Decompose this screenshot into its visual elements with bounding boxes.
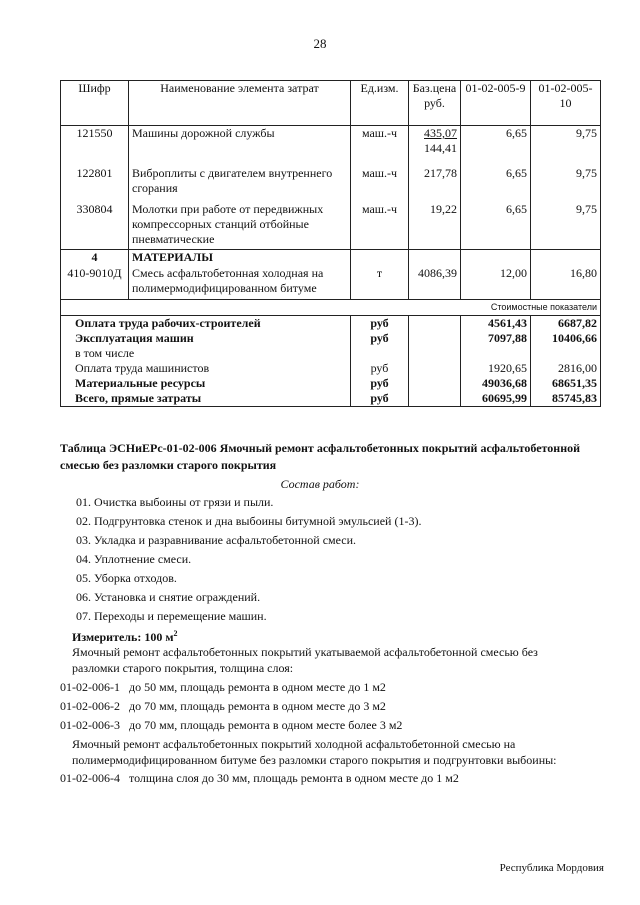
header-unit: Ед.изм. <box>351 81 409 126</box>
row-value-9: 6,65 <box>461 202 531 250</box>
section-heading: Таблица ЭСНиЕРс-01-02-006 Ямочный ремонт асфальтобетонных покрытий асфальтобетонной смесью без разломки старого покрытия <box>60 441 581 472</box>
summary-unit: руб <box>351 316 409 332</box>
summary-value-9: 60695,99 <box>461 391 531 407</box>
description-line: Ямочный ремонт асфальтобетонных покрытий холодной асфальтобетонной смесью на <box>72 737 516 751</box>
work-item: 04. Уплотнение смеси. <box>76 552 192 566</box>
row-value-9: 6,65 <box>461 126 531 166</box>
variant-text: до 50 мм, площадь ремонта в одном месте до 1 м2 <box>129 680 386 694</box>
summary-value-10: 6687,82 <box>531 316 601 332</box>
summary-label: Оплата труда машинистов <box>61 361 351 376</box>
row-code: 410-9010Д <box>61 266 129 300</box>
empty-cell <box>461 250 531 266</box>
summary-value-9: 49036,68 <box>461 376 531 391</box>
empty-cell <box>351 250 409 266</box>
summary-label: Материальные ресурсы <box>61 376 351 391</box>
header-name: Наименование элемента затрат <box>129 81 351 126</box>
row-name: Молотки при работе от передвижных компрессорных станций отбойные пневматические <box>129 202 351 250</box>
row-price <box>409 126 461 166</box>
summary-unit: руб <box>351 376 409 391</box>
row-price: 4086,39 <box>409 266 461 300</box>
empty-cell <box>409 250 461 266</box>
variant-text: толщина слоя до 30 мм, площадь ремонта в одном месте до 1 м2 <box>129 771 459 785</box>
empty-cell <box>409 331 461 346</box>
row-price: 217,78 <box>409 166 461 202</box>
empty-cell <box>531 250 601 266</box>
summary-value-10: 68651,35 <box>531 376 601 391</box>
row-value-9: 6,65 <box>461 166 531 202</box>
table-row <box>61 266 601 300</box>
summary-value-10 <box>531 346 601 361</box>
row-value-10: 9,75 <box>531 202 601 250</box>
row-unit: маш.-ч <box>351 126 409 166</box>
row-value-10: 9,75 <box>531 126 601 166</box>
variant-line <box>60 770 459 787</box>
summary-unit: руб <box>351 331 409 346</box>
variant-code: 01-02-006-4 <box>60 771 120 785</box>
cost-table <box>60 80 601 407</box>
description-line: полимермодифицированном битуме без разломки старого покрытия и подгрунтовки выбоины: <box>72 753 557 767</box>
summary-row <box>61 376 601 391</box>
row-unit: т <box>351 266 409 300</box>
header-variant-10: 01-02-005-10 <box>531 81 601 126</box>
summary-value-10: 85745,83 <box>531 391 601 407</box>
header-price: Баз.цена руб. <box>409 81 461 126</box>
row-value-10: 9,75 <box>531 166 601 202</box>
work-item: 06. Установка и снятие ограждений. <box>76 590 261 604</box>
variant-text: до 70 мм, площадь ремонта в одном месте более 3 м2 <box>129 718 403 732</box>
summary-label: Оплата труда рабочих-строителей <box>61 316 351 332</box>
page-footer: Республика Мордовия <box>499 862 604 874</box>
work-item: 03. Укладка и разравнивание асфальтобетонной смеси. <box>76 533 357 547</box>
summary-note: Стоимостные показатели <box>61 300 601 316</box>
summary-value-10: 2816,00 <box>531 361 601 376</box>
work-item: 01. Очистка выбоины от грязи и пыли. <box>76 495 274 509</box>
description-line: Ямочный ремонт асфальтобетонных покрытий укатываемой асфальтобетонной смесью без <box>72 645 538 659</box>
work-item: 02. Подгрунтовка стенок и дна выбоины битумной эмульсией (1-3). <box>76 514 422 528</box>
variant-line <box>60 717 402 734</box>
table-row <box>61 202 601 250</box>
summary-unit <box>351 346 409 361</box>
price-value: 435,07 <box>424 126 457 140</box>
summary-note-row <box>61 300 601 316</box>
summary-value-9: 4561,43 <box>461 316 531 332</box>
summary-row <box>61 361 601 376</box>
measure-unit <box>72 625 178 646</box>
summary-unit: руб <box>351 391 409 407</box>
table-row <box>61 166 601 202</box>
row-unit: маш.-ч <box>351 166 409 202</box>
row-name: Смесь асфальтобетонная холодная на полимермодифицированном битуме <box>129 266 351 300</box>
variant-line <box>60 679 386 696</box>
description-line: разломки старого покрытия, толщина слоя: <box>72 661 294 675</box>
summary-value-9 <box>461 346 531 361</box>
empty-cell <box>409 391 461 407</box>
summary-label: Эксплуатация машин <box>61 331 351 346</box>
row-code: 121550 <box>61 126 129 166</box>
header-code: Шифр <box>61 81 129 126</box>
summary-value-9: 7097,88 <box>461 331 531 346</box>
variant-text: до 70 мм, площадь ремонта в одном месте до 3 м2 <box>129 699 386 713</box>
summary-row <box>61 331 601 346</box>
empty-cell <box>409 361 461 376</box>
section-title: МАТЕРИАЛЫ <box>129 250 351 266</box>
summary-row <box>61 316 601 332</box>
measure-superscript: 2 <box>173 629 178 638</box>
summary-label: в том числе <box>61 346 351 361</box>
summary-value-9: 1920,65 <box>461 361 531 376</box>
variant-code: 01-02-006-3 <box>60 718 120 732</box>
empty-cell <box>409 316 461 332</box>
row-code: 122801 <box>61 166 129 202</box>
empty-cell <box>409 346 461 361</box>
summary-row <box>61 346 601 361</box>
variant-line <box>60 698 386 715</box>
row-name: Виброплиты с двигателем внутреннего сгорания <box>129 166 351 202</box>
variant-code: 01-02-006-1 <box>60 680 120 694</box>
section-row <box>61 250 601 266</box>
table-row <box>61 126 601 166</box>
row-code: 330804 <box>61 202 129 250</box>
measure-text: Измеритель: 100 м <box>72 630 174 644</box>
row-price: 19,22 <box>409 202 461 250</box>
row-name: Машины дорожной службы <box>129 126 351 166</box>
row-value-10: 16,80 <box>531 266 601 300</box>
header-variant-9: 01-02-005-9 <box>461 81 531 126</box>
empty-cell <box>409 376 461 391</box>
summary-unit: руб <box>351 361 409 376</box>
summary-label: Всего, прямые затраты <box>61 391 351 407</box>
price-secondary: 144,41 <box>424 141 457 155</box>
page-number: 28 <box>313 36 327 51</box>
works-title: Состав работ: <box>280 477 360 491</box>
row-unit: маш.-ч <box>351 202 409 250</box>
table-header-row <box>61 81 601 126</box>
summary-value-10: 10406,66 <box>531 331 601 346</box>
work-item: 05. Уборка отходов. <box>76 571 177 585</box>
work-item: 07. Переходы и перемещение машин. <box>76 609 267 623</box>
summary-row <box>61 391 601 407</box>
variant-code: 01-02-006-2 <box>60 699 120 713</box>
section-number: 4 <box>61 250 129 266</box>
row-value-9: 12,00 <box>461 266 531 300</box>
